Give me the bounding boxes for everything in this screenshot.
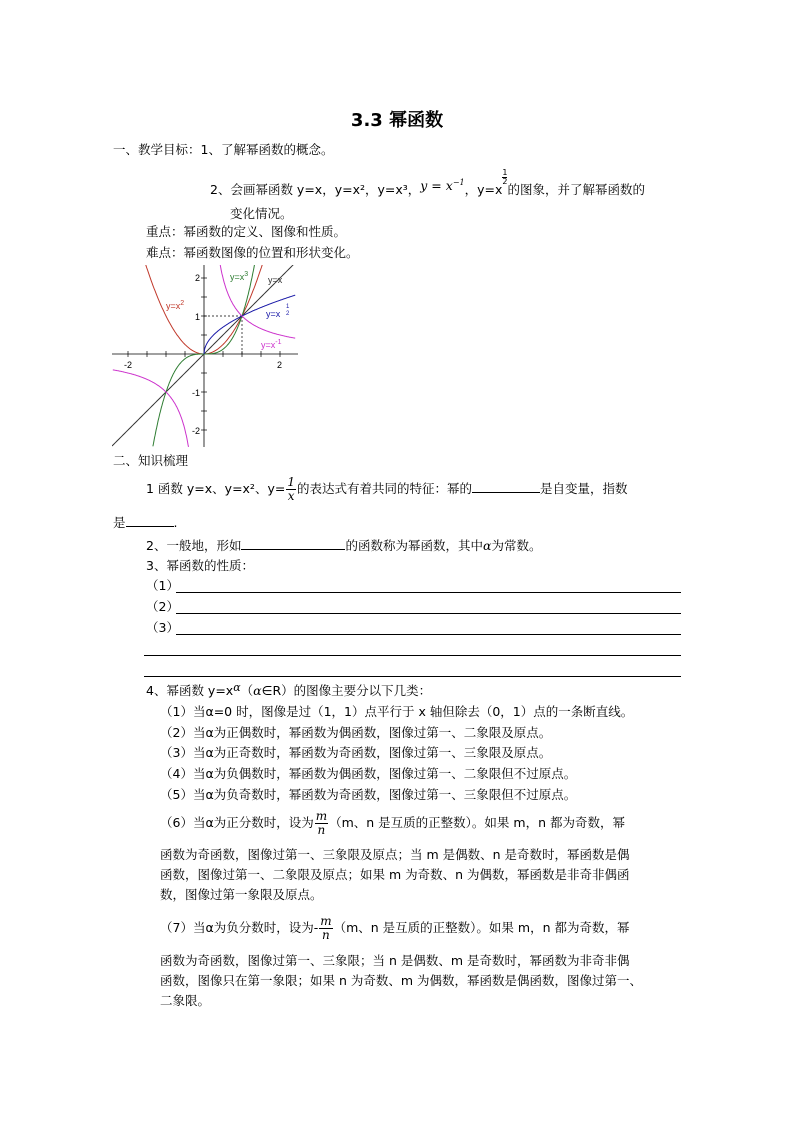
item1-line: 1 函数 y=x、y=x²、y= $\frac{1}{x}$ 的表达式有着共同的特征：幂的 是自变量，指数 xyxy=(146,475,628,503)
prop-line-2[interactable] xyxy=(176,613,681,614)
goal2-suffix: 的图象，并了解幂函数的 xyxy=(507,182,645,198)
difficulty: 难点：幂函数图像的位置和形状变化。 xyxy=(146,245,359,260)
item2-line: 2、一般地，形如 的函数称为幂函数，其中α为常数。 xyxy=(146,538,542,553)
label-y-x2: $y=x^2$ xyxy=(166,300,185,311)
prop-label-3: （3） xyxy=(146,620,179,635)
prop-line-4[interactable] xyxy=(144,655,681,656)
prop-label-1: （1） xyxy=(146,578,179,593)
prop-label-2: （2） xyxy=(146,599,179,614)
case-6-line2: 函数为奇函数，图像过第一、三象限及原点；当 m 是偶数、n 是奇数时，幂函数是偶 xyxy=(160,847,630,862)
case-7-line1: （7）当α为负分数时，设为- $\frac{m}{n}$ （m、n 是互质的正整数）。如果 m，n 都为奇数，幂 xyxy=(160,914,630,942)
case-3: （3）当α为正奇数时，幂函数为奇函数，图像过第一、三象限及原点。 xyxy=(160,745,552,760)
prop-line-3[interactable] xyxy=(176,634,681,635)
tick-label-y-neg1: -1 xyxy=(192,388,201,398)
label-y-x-half: y=x1 2 xyxy=(266,304,290,319)
tick-label-y-neg2: -2 xyxy=(192,426,201,436)
goal2-math: $y = x^{-1}$ xyxy=(420,178,465,194)
blank-exponent[interactable] xyxy=(126,514,174,527)
case-6-line4: 数，图像过第一象限及原点。 xyxy=(160,887,323,902)
tick-label-y-pos2: 2 xyxy=(195,273,201,283)
prop-line-5[interactable] xyxy=(144,676,681,677)
case-5: （5）当α为负奇数时，幂函数为奇函数，图像过第一、三象限但不过原点。 xyxy=(160,787,577,802)
section1-heading: 一、教学目标：1、了解幂函数的概念。 xyxy=(113,142,334,157)
page-title: 3.3 幂函数 xyxy=(350,110,444,131)
curve-y-x xyxy=(112,265,294,446)
case-7-line2: 函数为奇函数，图像过第一、三象限；当 n 是偶数、m 是奇数时，幂函数为非奇非偶 xyxy=(160,953,630,968)
case-7-line4: 二象限。 xyxy=(160,993,211,1008)
goal2-prefix: 2、会画幂函数 y=x，y=x²，y=x³， xyxy=(210,182,421,198)
case-1: （1）当α=0 时，图像是过（1，1）点平行于 x 轴但除去（0，1）点的一条断直线。 xyxy=(160,704,634,719)
item3-heading: 3、幂函数的性质： xyxy=(146,558,254,573)
goal2-line xyxy=(210,168,645,198)
blank-form[interactable] xyxy=(241,537,345,550)
case-2: （2）当α为正偶数时，幂函数为偶函数，图像过第一、二象限及原点。 xyxy=(160,725,552,740)
tick-label-x-neg2: -2 xyxy=(124,360,133,370)
section2-heading: 二、知识梳理 xyxy=(113,453,189,468)
item1-continuation: 是 . xyxy=(113,515,178,530)
case-6-line3: 函数，图像过第一、二象限及原点；如果 m 为奇数、n 为偶数，幂函数是非奇非偶函 xyxy=(160,867,630,882)
case-6-line1: （6）当α为正分数时，设为 $\frac{m}{n}$ （m、n 是互质的正整数）。如果 m，n 都为奇数，幂 xyxy=(160,809,625,837)
prop-line-1[interactable] xyxy=(176,592,681,593)
goal2-continuation: 变化情况。 xyxy=(230,206,293,221)
case-4: （4）当α为负偶数时，幂函数为偶函数，图像过第一、二象限但不过原点。 xyxy=(160,766,577,781)
curve-y-x-half xyxy=(204,295,295,354)
label-y-x: y=x xyxy=(268,275,283,285)
item4-heading: 4、幂函数 y=xα（α∈R）的图像主要分以下几类： xyxy=(146,681,432,698)
goal2-exponent-fraction: $\frac{1}{2}$ xyxy=(502,168,508,186)
tick-label-y-pos1: 1 xyxy=(195,312,201,322)
goal2-mid: ，y=x xyxy=(464,182,503,198)
power-functions-graph xyxy=(112,265,298,447)
case7-fraction: $\frac{m}{n}$ xyxy=(320,914,332,942)
tick-label-x-pos2: 2 xyxy=(277,360,283,370)
case-7-line3: 函数，图像只在第一象限；如果 n 为奇数、m 为偶数，幂函数是偶函数，图像过第一、 xyxy=(160,973,643,988)
blank-base[interactable] xyxy=(472,480,540,493)
key-point: 重点：幂函数的定义、图像和性质。 xyxy=(146,224,347,239)
label-y-x3: $y=x^3$ xyxy=(230,271,249,282)
case6-fraction: $\frac{m}{n}$ xyxy=(315,809,328,837)
label-y-x-inverse: $y=x^{-1}$ xyxy=(261,339,282,350)
item1-fraction: $\frac{1}{x}$ xyxy=(287,475,295,503)
